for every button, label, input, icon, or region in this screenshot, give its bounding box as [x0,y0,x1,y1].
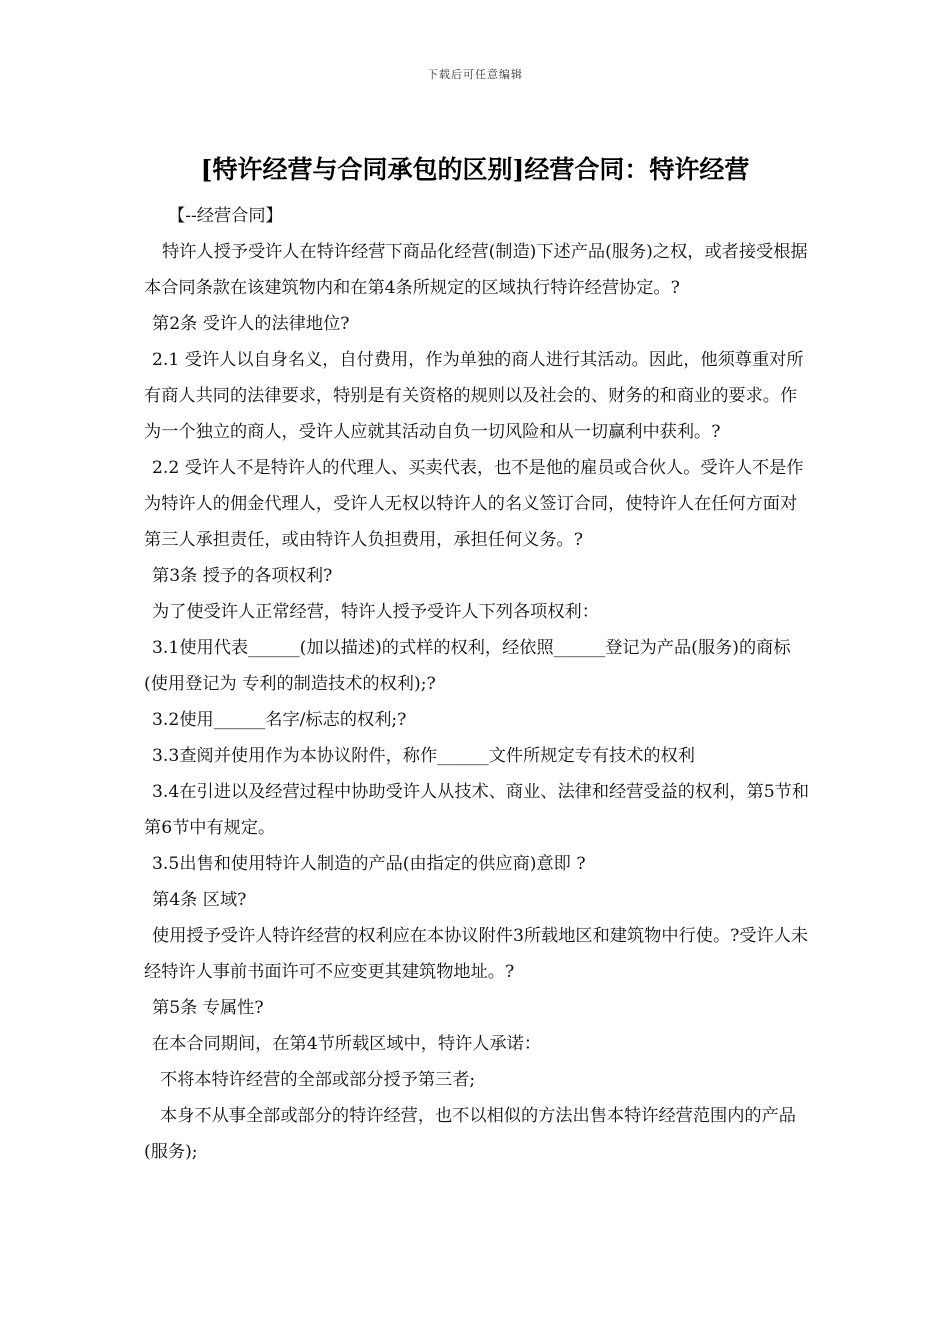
paragraph: 第3条 授予的各项权利? [152,566,333,586]
paragraph: 2.1 受许人以自身名义，自付费用，作为单独的商人进行其活动。因此，他须尊重对所有商人共同的法律要求，特别是有关资格的规则以及社会的、财务的和商业的要求。作为一个独立的商人，受许人应就其活动自负一切风险和从一切赢利中获利。? [144,350,804,442]
paragraph: 不将本特许经营的全部或部分授予第三者; [160,1070,476,1090]
paragraph: 为了使受许人正常经营，特许人授予受许人下列各项权利： [152,602,599,622]
paragraph: 3.1使用代表______(加以描述)的式样的权利，经依照______登记为产品(服务)的商标(使用登记为 专利的制造技术的权利);? [144,638,791,694]
paragraph: 本身不从事全部或部分的特许经营，也不以相似的方法出售本特许经营范围内的产品(服务); [144,1106,796,1162]
paragraph: 第5条 专属性? [152,998,264,1018]
paragraph: 第4条 区域? [152,890,247,910]
document-body [144,198,812,1170]
document-title: [特许经营与合同承包的区别]经营合同：特许经营 [200,155,750,184]
paragraph: 【--经营合同】 [168,206,283,226]
paragraph: 使用授予受许人特许经营的权利应在本协议附件3所载地区和建筑物中行使。?受许人未经特许人事前书面许可不应变更其建筑物地址。? [144,926,809,982]
paragraph: 3.5出售和使用特许人制造的产品(由指定的供应商)意即 ? [152,854,586,874]
paragraph: 2.2 受许人不是特许人的代理人、买卖代表，也不是他的雇员或合伙人。受许人不是作为特许人的佣金代理人，受许人无权以特许人的名义签订合同，使特许人在任何方面对第三人承担责任，或由特许人负担费用，承担任何义务。? [144,458,804,550]
paragraph: 3.4在引进以及经营过程中协助受许人从技术、商业、法律和经营受益的权利，第5节和第6节中有规定。 [144,782,810,838]
paragraph: 第2条 受许人的法律地位? [152,314,350,334]
paragraph: 3.2使用______名字/标志的权利;? [152,710,407,730]
paragraph: 特许人授予受许人在特许经营下商品化经营(制造)下述产品(服务)之权，或者接受根据本合同条款在该建筑物内和在第4条所规定的区域执行特许经营协定。? [144,242,808,298]
paragraph: 在本合同期间，在第4节所载区域中，特许人承诺： [152,1034,542,1054]
page-header: 下载后可任意编辑 [427,68,523,81]
paragraph: 3.3查阅并使用作为本协议附件，称作______文件所规定专有技术的权利 [152,746,695,766]
